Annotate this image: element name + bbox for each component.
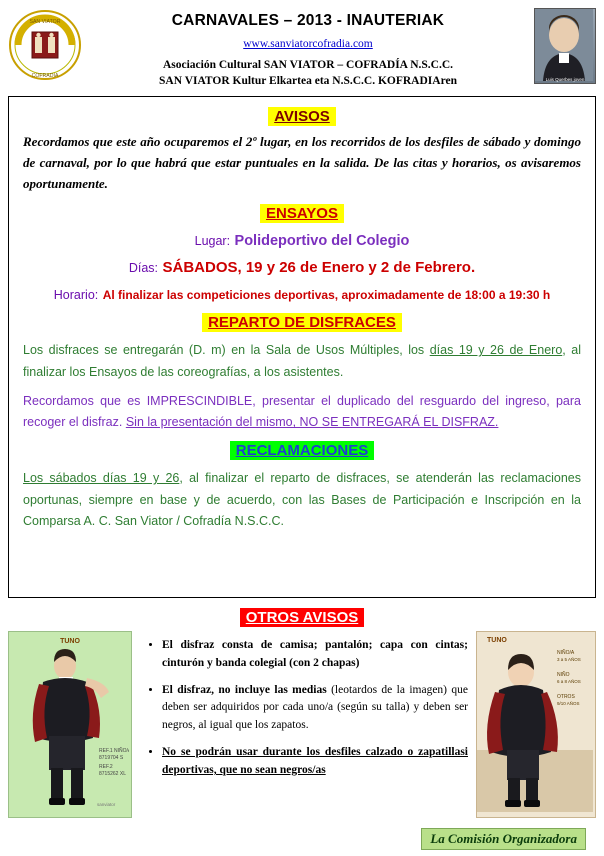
reparto-heading-wrap — [21, 313, 583, 332]
costume-image-child — [476, 631, 596, 818]
bullet-2-bold: El disfraz, no incluye las medias — [162, 683, 327, 696]
reclamaciones-underline: Los sábados días 19 y 26 — [23, 471, 180, 486]
ensayos-heading: ENSAYOS — [260, 204, 344, 223]
reparto-p2-a: Recordamos que es IMPRESCINDIBLE, presentar el duplicado del resguardo del ingreso, para recoger el disfraz. — [23, 393, 581, 430]
svg-text:REF.1 NIÑO/A: REF.1 NIÑO/A — [99, 748, 129, 754]
reclamaciones-heading-wrap — [21, 441, 583, 460]
svg-text:COFRADIA: COFRADIA — [31, 73, 59, 79]
ensayos-block — [21, 232, 583, 304]
main-content-box — [8, 96, 596, 598]
reclamaciones-paragraph — [23, 468, 581, 532]
ensayos-lugar-label: Lugar: — [194, 234, 231, 249]
otros-heading: OTROS AVISOS — [240, 608, 365, 627]
ensayos-horario-label: Horario: — [53, 288, 99, 303]
ensayos-dias-value: SÁBADOS, 19 y 26 de Enero y 2 de Febrero. — [162, 259, 476, 277]
svg-text:3 a 5 AÑOS: 3 a 5 AÑOS — [557, 657, 581, 662]
svg-text:REF.2: REF.2 — [99, 764, 113, 770]
svg-text:SAN VIATOR: SAN VIATOR — [29, 19, 61, 25]
avisos-paragraph: Recordamos que este año ocuparemos el 2º lugar, en los recorridos de los desfiles de sábado y domingo de carnaval, por lo que habrá que estar puntuales en la salida. De las citas y horarios, os avisaremos oportunamente. — [23, 134, 581, 191]
ensayos-dias-line — [21, 259, 583, 277]
svg-text:9/10 AÑOS: 9/10 AÑOS — [557, 701, 580, 706]
reparto-p1-a: Los disfraces se entregarán (D. m) en la Sala de Usos Múltiples, los — [23, 343, 430, 358]
svg-text:NIÑO: NIÑO — [557, 672, 570, 678]
ensayos-horario-value: Al finalizar las competiciones deportivas, aproximadamente de 18:00 a 19:30 h — [102, 288, 551, 303]
bullet-3-underline: No se podrán usar durante los desfiles calzado o zapatillasi deportivas, que no sean negros/as — [162, 746, 468, 776]
costume-left-label: TUNO — [60, 638, 80, 645]
portrait-caption: Luis Querbes joven — [545, 77, 585, 82]
reparto-paragraph-1 — [23, 340, 581, 383]
header-text-block — [82, 6, 534, 87]
list-item — [162, 682, 468, 735]
avisos-heading: AVISOS — [268, 107, 336, 126]
costume-right-label: TUNO — [487, 637, 507, 644]
document-header — [0, 0, 604, 96]
avisos-heading-wrap — [21, 107, 583, 126]
svg-text:NIÑO/A: NIÑO/A — [557, 650, 575, 656]
otros-bullet-list — [132, 631, 476, 789]
svg-text:sanviator: sanviator — [97, 802, 116, 807]
reparto-heading: REPARTO DE DISFRACES — [202, 313, 402, 332]
reparto-p2-underline: Sin la presentación del mismo, NO SE ENTREGARÁ EL DISFRAZ. — [125, 415, 499, 430]
list-item — [162, 744, 468, 780]
otros-avisos-area — [8, 631, 596, 818]
signature-area — [8, 822, 596, 856]
website-link[interactable]: www.sanviatorcofradia.com — [243, 38, 373, 50]
svg-text:8719704 S: 8719704 S — [99, 755, 124, 761]
ensayos-dias-label: Días: — [128, 261, 159, 276]
reparto-p1-b: , al finalizar los Ensayos de las coreografías, a los asistentes. — [23, 343, 582, 379]
association-name-eu: SAN VIATOR Kultur Elkartea eta N.S.C.C. KOFRADIAren — [159, 75, 457, 87]
svg-text:8715262 XL: 8715262 XL — [99, 771, 126, 777]
reclamaciones-rest: , al finalizar el reparto de disfraces, se atenderán las reclamaciones oportunas, siempre en base y de acuerdo, con las Bases de Participación e Inscripción en la Comparsa A. C. San Viator / Cofradía N.S.C.C. — [23, 471, 581, 528]
cofradia-logo — [8, 8, 82, 82]
page-title: CARNAVALES – 2013 - INAUTERIAK — [171, 12, 445, 29]
costume-image-adult — [8, 631, 132, 818]
list-item — [162, 637, 468, 673]
ensayos-lugar-value: Polideportivo del Colegio — [234, 233, 410, 250]
svg-text:OTROS: OTROS — [557, 694, 575, 700]
organizer-signature: La Comisión Organizadora — [421, 828, 586, 850]
svg-text:6 a 8 AÑOS: 6 a 8 AÑOS — [557, 679, 581, 684]
bullet-1-bold: El disfraz consta de camisa; pantalón; capa con cintas; cinturón y banda colegial (con 2 chapas) — [162, 639, 468, 669]
reclamaciones-heading: RECLAMACIONES — [230, 441, 375, 460]
bullet-2-rest: (leotardos de la imagen) que deben ser adquiridos por cada uno/a (según su talla) y deben ser negros, al igual que los zapatos. — [162, 683, 468, 732]
founder-portrait — [534, 8, 596, 84]
ensayos-lugar-line — [21, 232, 583, 250]
ensayos-heading-wrap — [21, 204, 583, 223]
association-name-es: Asociación Cultural SAN VIATOR – COFRADÍA N.S.C.C. — [162, 59, 454, 71]
reparto-p1-underline: días 19 y 26 de Enero — [429, 343, 563, 358]
otros-heading-wrap — [0, 608, 604, 627]
reparto-paragraph-2 — [23, 391, 581, 434]
ensayos-horario-line — [21, 286, 583, 304]
